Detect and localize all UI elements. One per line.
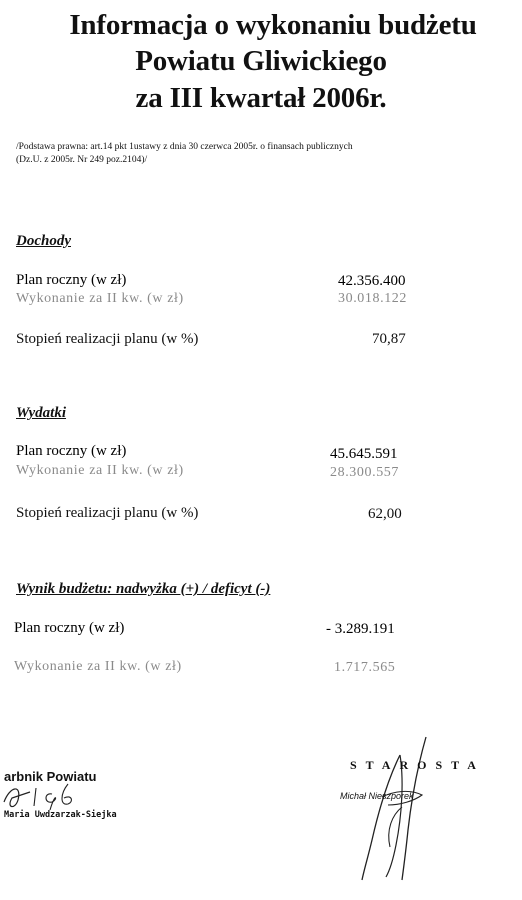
expenses-plan-value: 45.645.591 [330, 446, 398, 462]
starosta-name: Michał Nieszporek [340, 791, 414, 801]
income-plan-label: Plan roczny (w zł) [16, 272, 127, 288]
expenses-heading: Wydatki [16, 405, 67, 421]
starosta-signature-block [330, 735, 515, 885]
income-plan-value: 42.356.400 [338, 273, 406, 289]
legal-basis-line-1: /Podstawa prawna: art.14 pkt 1ustawy z dnia 30 czerwca 2005r. o finansach publicznych [16, 142, 353, 152]
income-rate-value: 70,87 [372, 331, 406, 347]
result-plan-label: Plan roczny (w zł) [14, 620, 125, 636]
income-execution-label: Wykonanie za II kw. (w zł) [16, 291, 184, 306]
income-heading: Dochody [16, 233, 71, 249]
result-execution-label: Wykonanie za II kw. (w zł) [14, 659, 182, 674]
expenses-rate-value: 62,00 [368, 506, 402, 522]
result-plan-value: - 3.289.191 [326, 621, 395, 637]
expenses-execution-value: 28.300.557 [330, 465, 399, 480]
treasurer-name: Maria Uwdzarzak-Siejka [4, 810, 117, 820]
result-heading: Wynik budżetu: nadwyżka (+) / deficyt (-) [16, 581, 271, 597]
treasurer-signature-icon [0, 780, 140, 814]
expenses-plan-label: Plan roczny (w zł) [16, 443, 127, 459]
result-execution-value: 1.717.565 [334, 660, 396, 675]
document-title-line-2: Powiatu Gliwickiego [135, 45, 387, 77]
document-title-line-3: za III kwartał 2006r. [135, 82, 387, 114]
legal-basis-line-2: (Dz.U. z 2005r. Nr 249 poz.2104)/ [16, 155, 148, 165]
expenses-execution-label: Wykonanie za II kw. (w zł) [16, 463, 184, 478]
income-execution-value: 30.018.122 [338, 291, 407, 306]
starosta-role: STAROSTA [350, 758, 485, 772]
treasurer-signature-block [0, 762, 150, 832]
income-rate-label: Stopień realizacji planu (w %) [16, 331, 199, 347]
treasurer-role: arbnik Powiatu [4, 769, 97, 784]
document-title-line-1: Informacja o wykonaniu budżetu [69, 9, 477, 41]
expenses-rate-label: Stopień realizacji planu (w %) [16, 505, 199, 521]
